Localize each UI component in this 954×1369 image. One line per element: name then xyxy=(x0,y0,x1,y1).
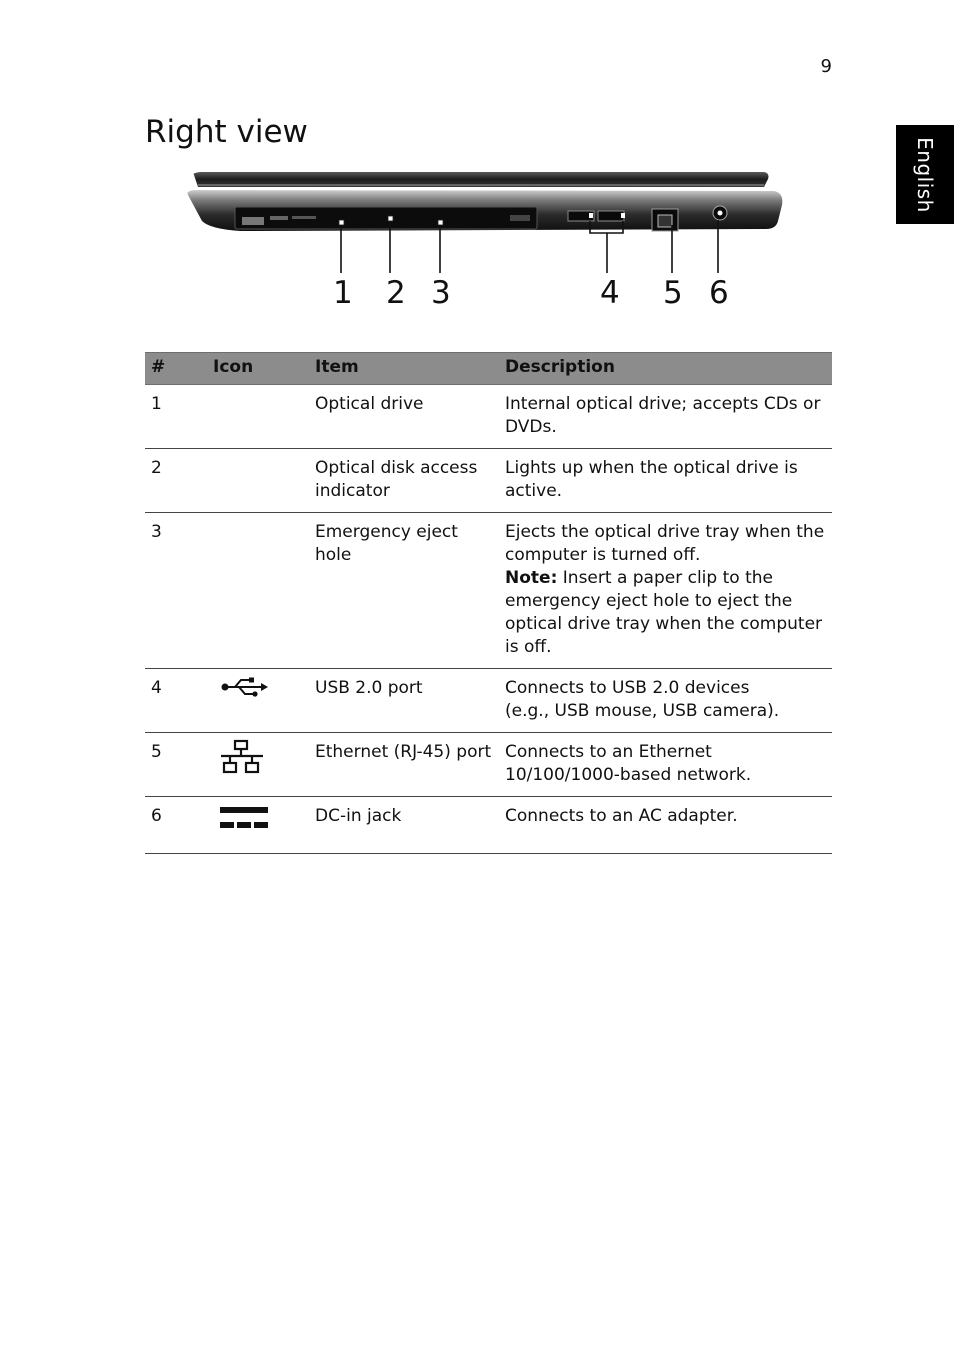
table-row xyxy=(145,385,832,449)
description-line-1: Connects to USB 2.0 devices xyxy=(505,678,750,698)
row-num: 5 xyxy=(145,733,207,797)
header-num: # xyxy=(145,353,207,385)
row-item: Optical drive xyxy=(309,385,499,449)
optical-indicator-marker xyxy=(388,216,393,221)
callout-6: 6 xyxy=(709,275,729,311)
language-tab-label: English xyxy=(913,136,937,213)
header-icon: Icon xyxy=(207,353,309,385)
table-row xyxy=(145,449,832,513)
row-description xyxy=(499,669,832,733)
header-item: Item xyxy=(309,353,499,385)
row-num: 6 xyxy=(145,797,207,854)
description-line-2: (e.g., USB mouse, USB camera). xyxy=(505,701,780,721)
laptop-right-view-illustration xyxy=(180,165,790,325)
note-label: Note: xyxy=(505,568,558,588)
optical-drive-marker xyxy=(339,220,344,225)
row-description: Connects to an AC adapter. xyxy=(499,797,832,854)
row-icon xyxy=(207,797,309,854)
row-item: Ethernet (RJ-45) port xyxy=(309,733,499,797)
row-item: Emergency eject hole xyxy=(309,513,499,669)
row-icon xyxy=(207,385,309,449)
row-icon xyxy=(207,449,309,513)
ethernet-icon xyxy=(219,739,265,777)
table-row xyxy=(145,669,832,733)
usb-icon xyxy=(219,675,271,699)
description-text: Ejects the optical drive tray when the computer is turned off. xyxy=(505,522,825,565)
callout-1: 1 xyxy=(333,275,353,311)
table-row xyxy=(145,733,832,797)
row-num: 1 xyxy=(145,385,207,449)
note xyxy=(505,567,826,659)
row-description: Connects to an Ethernet 10/100/1000-based network. xyxy=(499,733,832,797)
row-item: Optical disk access indicator xyxy=(309,449,499,513)
page-title: Right view xyxy=(145,114,308,150)
eject-hole-marker xyxy=(438,220,443,225)
row-description: Lights up when the optical drive is active. xyxy=(499,449,832,513)
dc-in-icon xyxy=(219,803,269,833)
row-item: USB 2.0 port xyxy=(309,669,499,733)
table-row xyxy=(145,513,832,669)
callout-5: 5 xyxy=(663,275,683,311)
callout-4: 4 xyxy=(600,275,620,311)
page-number: 9 xyxy=(820,56,832,77)
callout-3: 3 xyxy=(431,275,451,311)
row-num: 3 xyxy=(145,513,207,669)
row-description: Internal optical drive; accepts CDs or DVDs. xyxy=(499,385,832,449)
ports-table xyxy=(145,352,832,854)
row-icon xyxy=(207,513,309,669)
note-text: Insert a paper clip to the emergency eject hole to eject the optical drive tray when the computer is off. xyxy=(505,568,823,657)
language-tab xyxy=(896,125,954,224)
row-description xyxy=(499,513,832,669)
row-num: 4 xyxy=(145,669,207,733)
table-row xyxy=(145,797,832,854)
row-item: DC-in jack xyxy=(309,797,499,854)
row-icon xyxy=(207,733,309,797)
header-description: Description xyxy=(499,353,832,385)
row-num: 2 xyxy=(145,449,207,513)
table-header-row xyxy=(145,353,832,385)
callout-2: 2 xyxy=(386,275,406,311)
row-icon xyxy=(207,669,309,733)
